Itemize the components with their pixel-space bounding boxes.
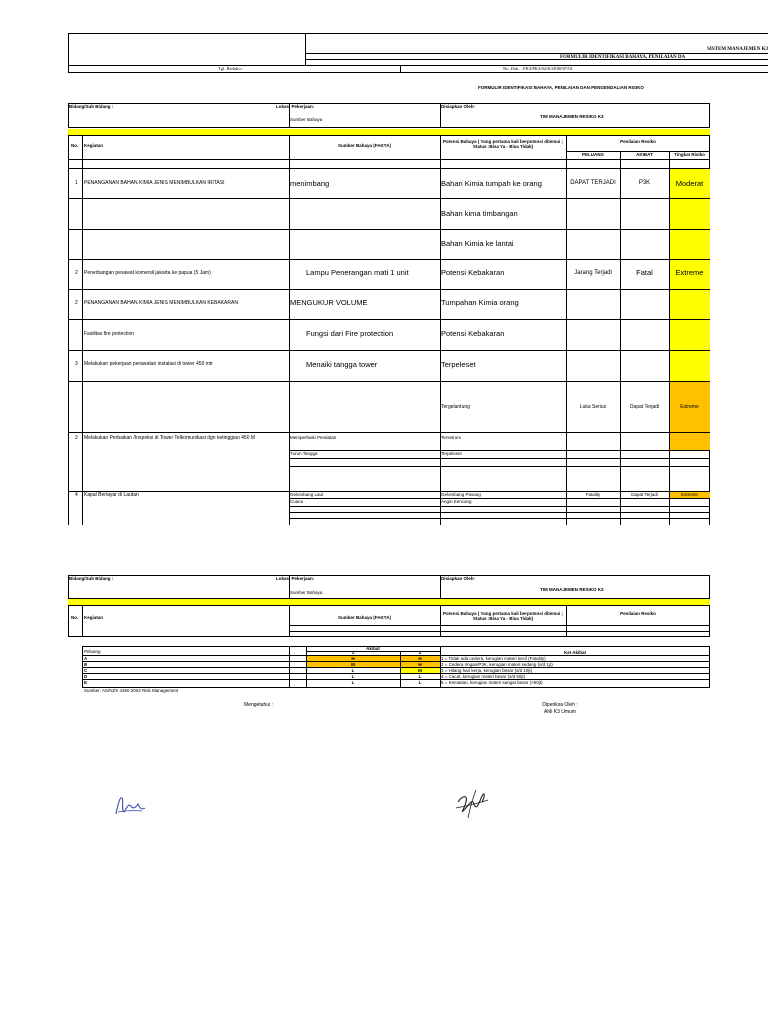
risk-table-2 xyxy=(68,605,710,637)
row-sumber: Gelombang Laut xyxy=(290,492,324,497)
matrix-ket: 2 = Cedera ringan/P3K, kerugian materi sedang (s/d 1jt) xyxy=(441,662,553,667)
row-tingkat: Extreme xyxy=(681,492,698,497)
header-potensi: Potensi Bahaya ( Yang pertama kali berpotensi ditemui ; Status :Bisa Ya - Bisa Tidak) xyxy=(443,139,563,149)
row-sumber: Lampu Penerangan mati 1 unit xyxy=(306,268,409,277)
matrix-peluang: E xyxy=(84,680,88,685)
row-sumber: MENGUKUR VOLUME xyxy=(290,298,368,307)
row-potensi: Bahan kima timbangan xyxy=(441,209,518,218)
matrix-value: M xyxy=(351,662,355,667)
matrix-peluang: A xyxy=(84,656,88,661)
header-sumber: Sumber Bahaya (FAKTA) xyxy=(338,143,391,148)
row-kegiatan: Melakukan pekerjaan perawatan instalasi di tower 450 mtr xyxy=(84,361,213,367)
header-akibat: AKIBAT xyxy=(636,152,653,157)
matrix-value: H xyxy=(418,662,422,667)
col-line xyxy=(440,605,441,637)
matrix-col1: 1 xyxy=(351,650,355,655)
header-line xyxy=(305,53,768,54)
matrix-value: L xyxy=(351,674,355,679)
row-line xyxy=(68,289,710,290)
matrix-source: Sumber: AS/NZS 4360:2004 Risk Management xyxy=(84,688,179,693)
row-no: 4 xyxy=(75,492,78,498)
row-line xyxy=(68,350,710,351)
row-sumber: Turun Tangga xyxy=(290,451,318,456)
form-subtitle: FORMULIR IDENTIFIKASI BAHAYA, PENILAIAN DAN PENGENDALIAN RISIKO xyxy=(478,85,644,90)
disiapkan-label: Disiapkan Oleh: xyxy=(441,104,476,109)
row-kegiatan: Kapal Berlayar di Lautan xyxy=(84,492,139,498)
matrix-ket: 5 = Kematian, kerugian materi sangat besar (>50jt) xyxy=(441,680,543,685)
row-line xyxy=(289,631,710,632)
col-line xyxy=(82,135,83,525)
signature-left-image xyxy=(112,790,148,820)
row-akibat: Dapat Terjadi xyxy=(629,404,660,410)
row-no: 3 xyxy=(75,361,78,367)
matrix-peluang-label: Peluang xyxy=(84,649,101,654)
matrix-value: H xyxy=(351,656,355,661)
matrix-peluang: D xyxy=(84,674,88,679)
col-line xyxy=(289,605,290,637)
header-kegiatan: Kegiatan xyxy=(84,143,104,148)
col-line xyxy=(620,151,621,525)
row-tingkat: Moderat xyxy=(675,179,704,188)
row-potensi: Bahan Kimia ke lantai xyxy=(441,239,514,248)
row-sumber: Menaiki tangga tower xyxy=(306,360,378,369)
info-row-2 xyxy=(68,575,710,599)
header-potensi: Potensi Bahaya ( Yang pertama kali berpotensi ditemui ; Status :Bisa Ya - Bisa Tidak) xyxy=(443,611,563,621)
row-potensi: Tergelantung xyxy=(441,404,470,410)
row-tingkat: Extreme xyxy=(675,268,704,277)
signature-right-image xyxy=(452,788,492,820)
header-penilaian: Penilaian Resiko xyxy=(620,611,656,616)
row-no: 1 xyxy=(75,180,78,186)
row-sumber: Fungsi dari Fire protection xyxy=(306,329,394,338)
matrix-value: L xyxy=(418,680,422,685)
matrix-value: L xyxy=(351,668,355,673)
row-line xyxy=(289,625,710,626)
row-sumber: menimbang xyxy=(290,179,330,188)
row-potensi: Angin Kencang xyxy=(441,499,472,504)
row-potensi: Bahan Kimia tumpah ke orang xyxy=(441,179,542,188)
row-akibat: Dapat Terjadi xyxy=(631,492,658,497)
row-potensi: Gelombang Pasang xyxy=(441,492,481,497)
row-peluang: Fatality xyxy=(585,492,601,497)
row-line xyxy=(289,450,710,451)
row-line xyxy=(68,381,710,382)
row-potensi: Potensi Kebakaran xyxy=(441,268,505,277)
row-no: 2 xyxy=(75,300,78,306)
row-sumber: Cuaca xyxy=(290,499,304,504)
header-penilaian: Penilaian Resiko xyxy=(620,139,656,144)
col-line xyxy=(566,605,567,637)
lokasi-label: Lokasi Pekerjaan: xyxy=(276,104,315,109)
header-kegiatan: Kegiatan xyxy=(84,615,104,620)
row-line xyxy=(68,168,710,169)
matrix-ket-label: Ket Akibat xyxy=(563,650,587,655)
bidang-label: Bidang/Sub Bidang : xyxy=(69,576,114,581)
header-line xyxy=(305,59,768,60)
row-line xyxy=(68,259,710,260)
row-line xyxy=(289,466,710,467)
matrix-ket: 4 = Cacat, kerugian materi besar (s/d 50jt) xyxy=(441,674,526,679)
row-no: 2 xyxy=(75,435,78,441)
row-kegiatan: Penerbangan pesawat komersil jakarta ke papua (5 Jam) xyxy=(84,270,211,276)
row-peluang: Jarang Terjadi xyxy=(574,270,612,276)
col-line xyxy=(82,605,83,637)
matrix-value: H xyxy=(418,656,422,661)
matrix-value: M xyxy=(418,668,422,673)
mengetahui-label: Mengetahui : xyxy=(244,702,273,708)
header-box xyxy=(68,33,768,66)
system-title: SISTEM MANAJEMEN K3 xyxy=(707,47,768,52)
row-line xyxy=(68,198,710,199)
row-potensi: Terpeleset xyxy=(441,360,476,369)
row-akibat: P3K xyxy=(638,180,651,186)
row-kegiatan: Melakukan Perbaikan /Inspeksi di Tower Telkomunikasi dgn ketinggian 450 M xyxy=(84,435,256,441)
row-line xyxy=(68,159,710,160)
header-divider xyxy=(305,33,306,66)
matrix-peluang: B xyxy=(84,662,88,667)
date-label: Tgl. Berlaku : xyxy=(218,66,244,71)
header-sumber: Sumber Bahaya (FAKTA) xyxy=(338,615,391,620)
row-line xyxy=(68,229,710,230)
header-no: No. xyxy=(71,143,79,148)
risk-cell-orange xyxy=(670,433,710,451)
row-potensi: Tumpahan Kimia orang xyxy=(441,298,519,307)
row-akibat: Fatal xyxy=(636,268,653,277)
row-potensi: Terpeleset xyxy=(441,451,462,456)
row-sumber: Memperbaiki Peralatan xyxy=(290,435,337,440)
form-title: FORMULIR IDENTIFIKASI BAHAYA, PENILAIAN DA xyxy=(560,55,686,60)
row-line xyxy=(289,512,710,513)
row-line xyxy=(68,432,710,433)
row-line xyxy=(289,458,710,459)
row-no: 2 xyxy=(75,270,78,276)
disiapkan-value: TIM MANAJEMEN RESIKO K3 xyxy=(540,587,604,592)
doc-number: No. Dok. : FK3/PK3/02/K3/E00/07/01 xyxy=(503,66,573,71)
header-line xyxy=(68,72,768,73)
lokasi-label: Lokasi Pekerjaan: xyxy=(276,576,315,581)
lokasi-value: Sumber Bahaya xyxy=(290,117,323,122)
lokasi-value: Sumber Bahaya xyxy=(290,590,323,595)
info-row xyxy=(68,103,710,128)
row-peluang: Luka Serius xyxy=(579,404,607,410)
row-kegiatan: PENANGANAN BAHAN KIMIA JENIS MENIMBULKAN IRITASI xyxy=(84,180,225,186)
ahli-label: Ahli K3 Umum xyxy=(544,709,576,715)
header-tingkat: Tingkat Risiko xyxy=(674,152,705,157)
diperiksa-label: Diperiksa Oleh : xyxy=(542,702,578,708)
disiapkan-value: TIM MANAJEMEN RESIKO K3 xyxy=(540,114,604,119)
header-divider xyxy=(68,66,69,72)
disiapkan-label: Disiapkan Oleh: xyxy=(441,576,476,581)
matrix-ket: 1 = Tidak ada cedera, kerugian materi kecil (Fatality) xyxy=(441,656,546,661)
row-potensi: Potensi Kebakaran xyxy=(441,329,505,338)
row-line xyxy=(289,518,710,519)
bidang-label: Bidang/Sub Bidang : xyxy=(69,104,114,109)
row-kegiatan: Fasilitas fire protection xyxy=(84,331,135,337)
row-peluang: DAPAT TERJADI xyxy=(570,180,616,186)
matrix-ket: 3 = Hilang hari kerja, kerugian besar (s/d 10jt) xyxy=(441,668,533,673)
matrix-value: L xyxy=(418,674,422,679)
header-peluang: PELUANG xyxy=(581,152,604,157)
header-no: No. xyxy=(71,615,79,620)
matrix-peluang: C xyxy=(84,668,88,673)
matrix-value: L xyxy=(351,680,355,685)
row-potensi: Tersetrum xyxy=(441,435,462,440)
matrix-col2: 2 xyxy=(418,650,422,655)
matrix-akibat-label: Akibat xyxy=(366,646,380,651)
row-line xyxy=(289,498,710,499)
row-tingkat: Extreme xyxy=(680,404,699,410)
row-kegiatan: PENANGANAN BAHAN KIMIA JENIS MENIMBULKAN KEBAKARAN xyxy=(84,300,238,306)
row-line xyxy=(289,506,710,507)
row-line xyxy=(68,319,710,320)
